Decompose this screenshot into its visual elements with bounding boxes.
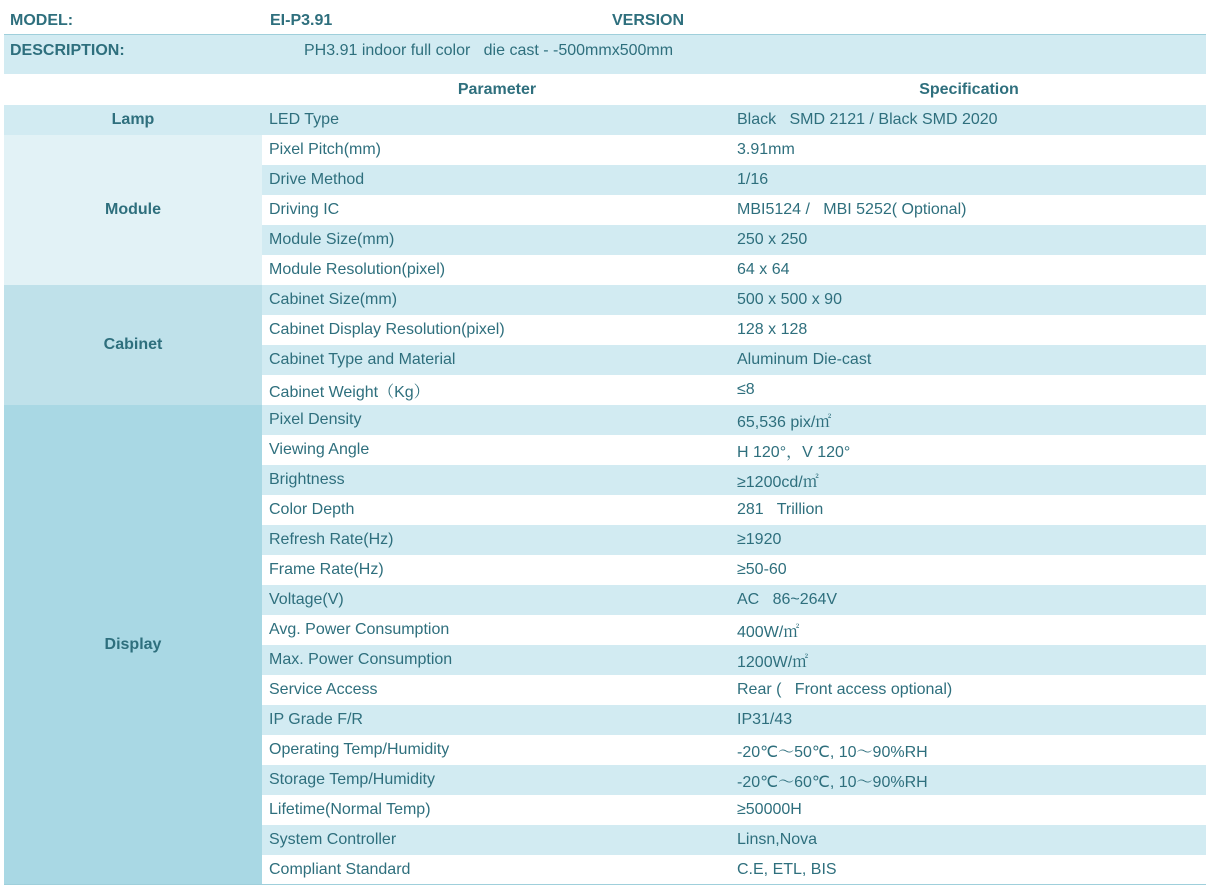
specification-cell: IP31/43 — [732, 705, 1206, 735]
category-display: Display — [4, 405, 262, 885]
model-label: MODEL: — [10, 12, 74, 29]
parameter-cell: Cabinet Type and Material — [262, 345, 732, 375]
description-row — [4, 35, 1206, 74]
specification-cell: 400W/㎡ — [732, 615, 1206, 645]
specification-cell: AC 86~264V — [732, 585, 1206, 615]
parameter-cell: Module Size(mm) — [262, 225, 732, 255]
description-value: PH3.91 indoor full color die cast - -500mmx500mm — [304, 42, 674, 59]
parameter-cell: Voltage(V) — [262, 585, 732, 615]
model-row — [4, 6, 1206, 35]
table-bottom-border — [4, 884, 1206, 885]
parameter-cell: Refresh Rate(Hz) — [262, 525, 732, 555]
parameter-cell: Service Access — [262, 675, 732, 705]
parameter-cell: Pixel Density — [262, 405, 732, 435]
parameter-cell: Storage Temp/Humidity — [262, 765, 732, 795]
specification-cell: 1200W/㎡ — [732, 645, 1206, 675]
specification-cell: 128 x 128 — [732, 315, 1206, 345]
parameter-cell: Avg. Power Consumption — [262, 615, 732, 645]
specification-cell: Rear ( Front access optional) — [732, 675, 1206, 705]
column-header-row — [4, 75, 1206, 105]
specification-cell: ≥50000H — [732, 795, 1206, 825]
parameter-cell: LED Type — [262, 105, 732, 135]
specification-cell: ≥50-60 — [732, 555, 1206, 585]
specification-cell: -20℃～50℃, 10～90%RH — [732, 735, 1206, 765]
specification-cell: 281 Trillion — [732, 495, 1206, 525]
parameter-cell: Cabinet Size(mm) — [262, 285, 732, 315]
specification-cell: Aluminum Die-cast — [732, 345, 1206, 375]
specification-cell: 500 x 500 x 90 — [732, 285, 1206, 315]
parameter-cell: Module Resolution(pixel) — [262, 255, 732, 285]
specification-cell: Black SMD 2121 / Black SMD 2020 — [732, 105, 1206, 135]
specification-cell: 250 x 250 — [732, 225, 1206, 255]
parameter-cell: Drive Method — [262, 165, 732, 195]
table-row — [4, 405, 1206, 435]
specification-cell: ≥1920 — [732, 525, 1206, 555]
table-row — [4, 285, 1206, 315]
parameter-cell: Cabinet Display Resolution(pixel) — [262, 315, 732, 345]
specification-cell: 65,536 pix/㎡ — [732, 405, 1206, 435]
parameter-cell: Cabinet Weight（Kg） — [262, 375, 732, 405]
specification-cell: 3.91mm — [732, 135, 1206, 165]
header-parameter: Parameter — [262, 75, 732, 105]
spec-table — [4, 75, 1206, 885]
specification-cell: H 120°，V 120° — [732, 435, 1206, 465]
specification-cell: MBI5124 / MBI 5252( Optional) — [732, 195, 1206, 225]
specification-cell: 64 x 64 — [732, 255, 1206, 285]
header-blank — [4, 75, 262, 105]
parameter-cell: IP Grade F/R — [262, 705, 732, 735]
category-module: Module — [4, 135, 262, 285]
specification-cell: Linsn,Nova — [732, 825, 1206, 855]
specification-cell: ≥1200cd/㎡ — [732, 465, 1206, 495]
spec-table-body — [4, 75, 1206, 885]
parameter-cell: Pixel Pitch(mm) — [262, 135, 732, 165]
table-row — [4, 135, 1206, 165]
category-cabinet: Cabinet — [4, 285, 262, 405]
description-label: DESCRIPTION: — [10, 42, 125, 59]
category-lamp: Lamp — [4, 105, 262, 135]
model-value: EI-P3.91 — [270, 12, 333, 29]
parameter-cell: Frame Rate(Hz) — [262, 555, 732, 585]
parameter-cell: System Controller — [262, 825, 732, 855]
specification-cell: -20℃～60℃, 10～90%RH — [732, 765, 1206, 795]
table-row — [4, 105, 1206, 135]
parameter-cell: Color Depth — [262, 495, 732, 525]
specification-cell: ≤8 — [732, 375, 1206, 405]
parameter-cell: Viewing Angle — [262, 435, 732, 465]
specification-cell: 1/16 — [732, 165, 1206, 195]
parameter-cell: Max. Power Consumption — [262, 645, 732, 675]
header-specification: Specification — [732, 75, 1206, 105]
parameter-cell: Lifetime(Normal Temp) — [262, 795, 732, 825]
specification-cell: C.E, ETL, BIS — [732, 855, 1206, 885]
version-label: VERSION — [612, 12, 685, 29]
parameter-cell: Compliant Standard — [262, 855, 732, 885]
parameter-cell: Driving IC — [262, 195, 732, 225]
parameter-cell: Operating Temp/Humidity — [262, 735, 732, 765]
parameter-cell: Brightness — [262, 465, 732, 495]
